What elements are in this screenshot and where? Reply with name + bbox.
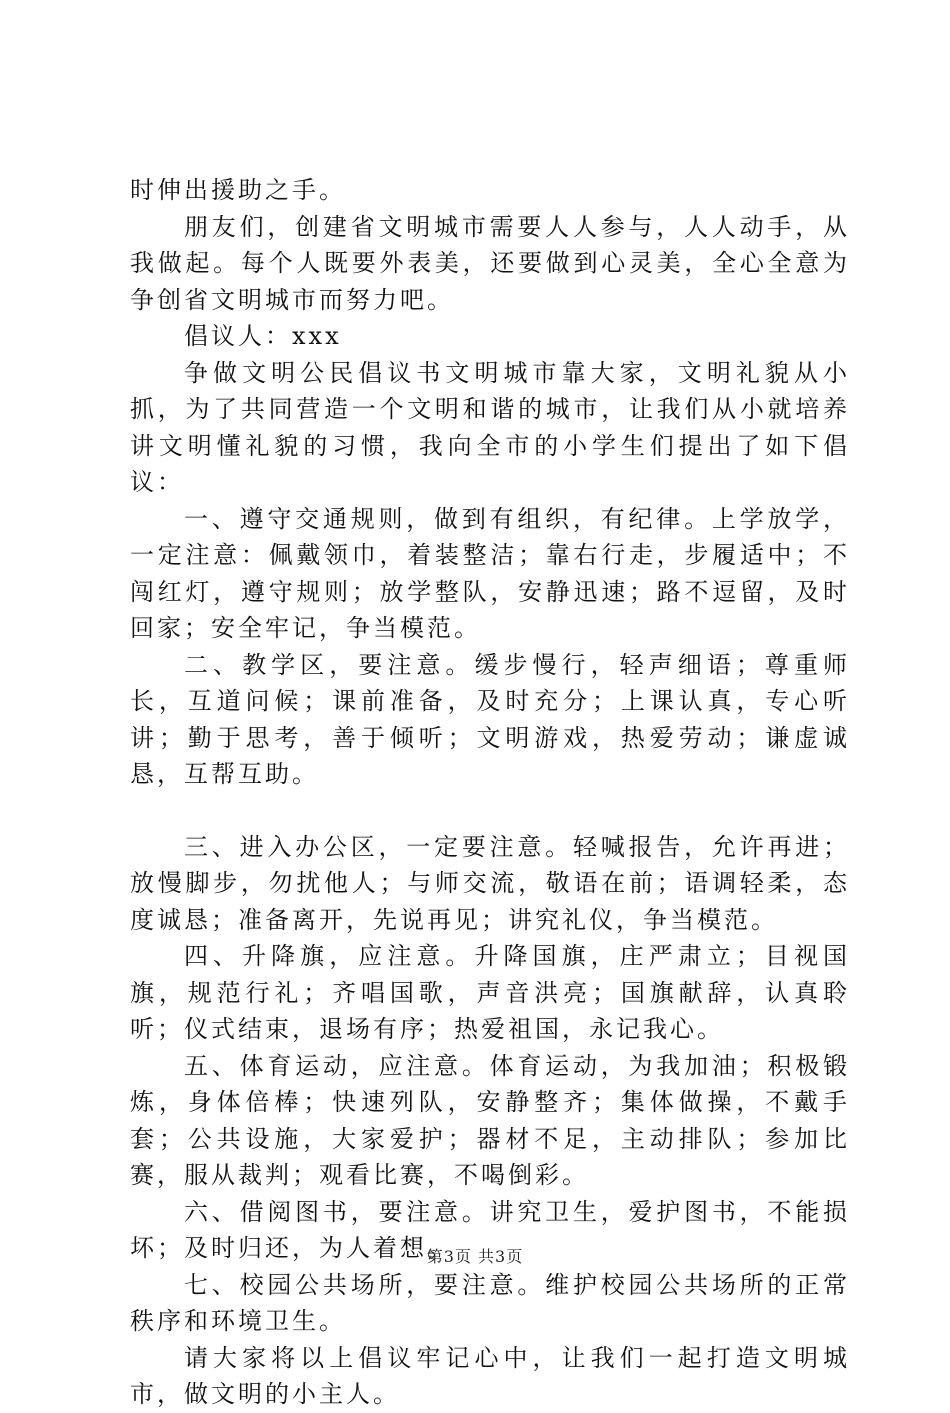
paragraph-item-7: 七、校园公共场所，要注意。维护校园公共场所的正常秩序和环境卫生。 — [130, 1270, 850, 1335]
document-body — [130, 172, 850, 1413]
paragraph-item-1: 一、遵守交通规则，做到有组织，有纪律。上学放学，一定注意：佩戴领巾，着装整洁；靠右行走，步履适中；不闯红灯，遵守规则；放学整队，安静迅速；路不逗留，及时回家；安全牢记，争当模范。 — [130, 504, 850, 642]
paragraph-appeal: 朋友们，创建省文明城市需要人人参与，人人动手，从我做起。每个人既要外表美，还要做到心灵美，全心全意为争创省文明城市而努力吧。 — [130, 212, 850, 314]
paragraph-closing: 请大家将以上倡议牢记心中，让我们一起打造文明城市，做文明的小主人。 — [130, 1343, 850, 1408]
paragraph-item-2: 二、教学区，要注意。缓步慢行，轻声细语；尊重师长，互道问候；课前准备，及时充分；上课认真，专心听讲；勤于思考，善于倾听；文明游戏，热爱劳动；谦虚诚恳，互帮互助。 — [130, 650, 850, 788]
paragraph-item-5: 五、体育运动，应注意。体育运动，为我加油；积极锻炼，身体倍棒；快速列队，安静整齐；集体做操，不戴手套；公共设施，大家爱护；器材不足，主动排队；参加比赛，服从裁判；观看比赛，不喝倒彩。 — [130, 1051, 850, 1189]
paragraph-item-3: 三、进入办公区，一定要注意。轻喊报告，允许再进；放慢脚步，勿扰他人；与师交流，敬语在前；语调轻柔，态度诚恳；准备离开，先说再见；讲究礼仪，争当模范。 — [130, 832, 850, 934]
paragraph-item-4: 四、升降旗，应注意。升降国旗，庄严肃立；目视国旗，规范行礼；齐唱国歌，声音洪亮；国旗献辞，认真聆听；仪式结束，退场有序；热爱祖国，永记我心。 — [130, 942, 850, 1043]
paragraph-signatory: 倡议人：xxx — [184, 322, 342, 350]
paragraph-intro: 争做文明公民倡议书文明城市靠大家，文明礼貌从小抓，为了共同营造一个文明和谐的城市，让我们从小就培养讲文明懂礼貌的习惯，我向全市的小学生们提出了如下倡议： — [130, 358, 850, 496]
paragraph-continuation: 时伸出援助之手。 — [130, 176, 346, 204]
page-number-footer: 第3页 共3页 — [426, 1247, 524, 1266]
paragraph-item-6: 六、借阅图书，要注意。讲究卫生，爱护图书，不能损坏；及时归还，为人着想。 — [130, 1197, 850, 1262]
